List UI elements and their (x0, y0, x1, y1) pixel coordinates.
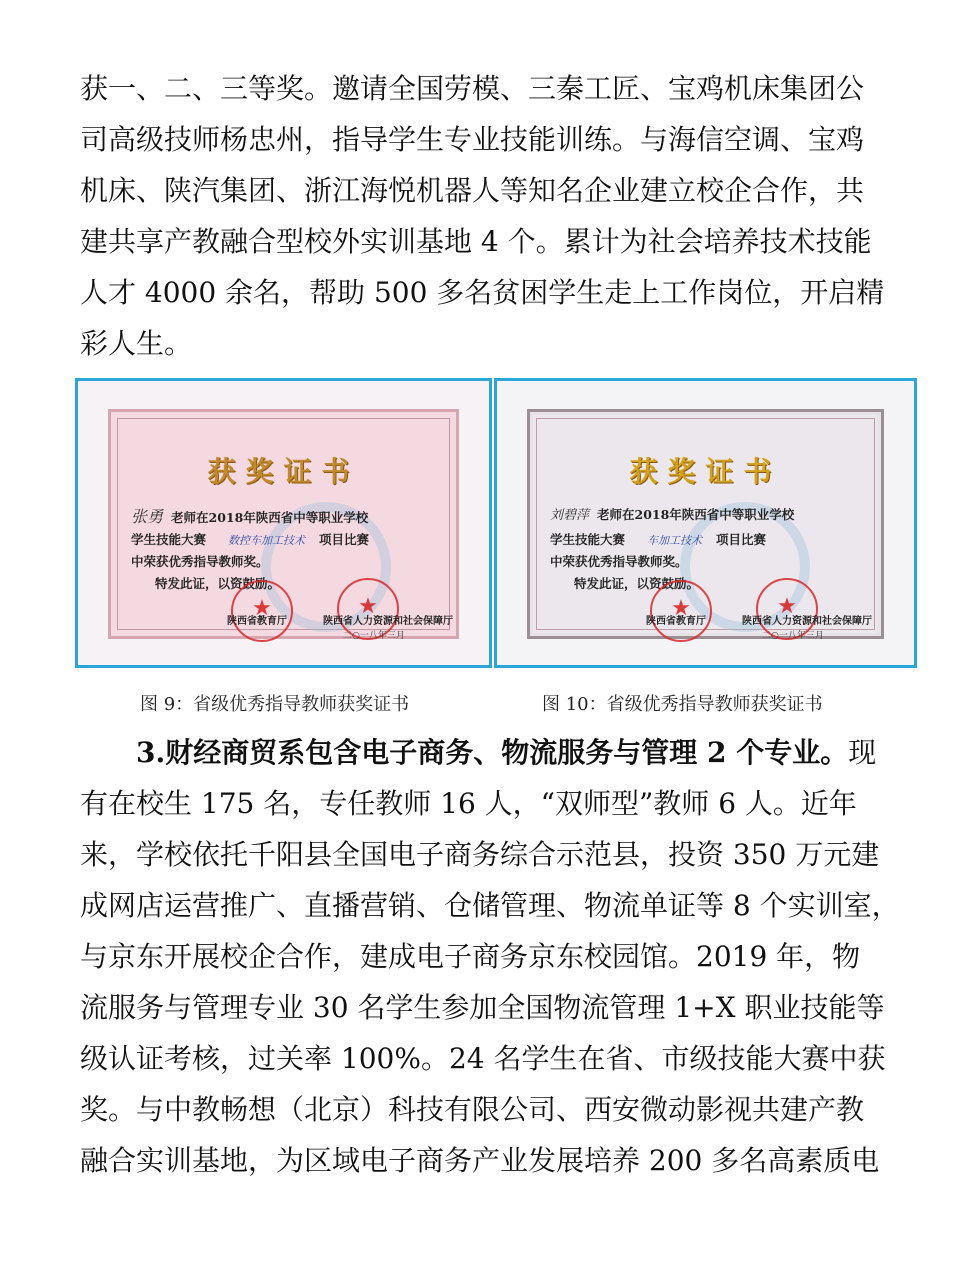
certificate-line: 特发此证，以资鼓励。 (574, 576, 700, 591)
text-line: 建共享产教融合型校外实训基地 4 个。累计为社会培养技术技能 (80, 225, 872, 258)
issuer-1: 陕西省教育厅 (227, 616, 287, 627)
issuer-1: 陕西省教育厅 (646, 616, 706, 627)
text-line: 司高级技师杨忠州，指导学生专业技能训练。与海信空调、宝鸡 (80, 123, 865, 156)
certificate (527, 409, 884, 639)
certificate-line: 学生技能大赛 (550, 532, 626, 547)
text-line: 机床、陕汽集团、浙江海悦机器人等知名企业建立校企合作，共 (80, 174, 865, 207)
certificate-title: 获奖证书 (207, 455, 360, 488)
text-line: 人才 4000 余名，帮助 500 多名贫困学生走上工作岗位，开启精 (80, 276, 885, 309)
certificate-line: 老师在2018年陕西省中等职业学校 (597, 507, 795, 522)
certificate-date: 二○一八年三月 (343, 631, 405, 641)
handwritten-event: 数控车加工技术 (228, 534, 306, 547)
certificate-line: 老师在2018年陕西省中等职业学校 (171, 510, 369, 525)
paragraph-finance-dept (80, 727, 900, 1186)
text-line: 获一、二、三等奖。邀请全国劳模、三秦工匠、宝鸡机床集团公 (80, 72, 865, 105)
text-line: 成网店运营推广、直播营销、仓储管理、物流单证等 8 个实训室， (80, 889, 900, 922)
text-line: 来，学校依托千阳县全国电子商务综合示范县，投资 350 万元建 (80, 838, 880, 871)
certificate-line: 中荣获优秀指导教师奖。 (550, 554, 688, 569)
issuer-2: 陕西省人力资源和社会保障厅 (323, 616, 453, 627)
red-seal-icon (231, 580, 293, 642)
certificate-title: 获奖证书 (629, 455, 782, 488)
certificate-photo-2 (494, 378, 917, 668)
text-line: 有在校生 175 名，专任教师 16 人，“双师型”教师 6 人。近年 (80, 787, 857, 820)
text-line: 融合实训基地，为区域电子商务产业发展培养 200 多名高素质电 (80, 1144, 880, 1177)
certificate-line: 中荣获优秀指导教师奖。 (131, 554, 269, 569)
text-line: 级认证考核，过关率 100%。24 名学生在省、市级技能大赛中获 (80, 1042, 886, 1075)
certificate-date: 二○一八年三月 (762, 631, 824, 641)
certificate (108, 409, 459, 639)
certificate-line: 特发此证，以资鼓励。 (155, 576, 281, 591)
text-line: 奖。与中教畅想（北京）科技有限公司、西安微动影视共建产教 (80, 1093, 865, 1126)
teacher-signature: 张勇 (131, 507, 164, 526)
text-line: 流服务与管理专业 30 名学生参加全国物流管理 1+X 职业技能等 (80, 991, 885, 1024)
certificate-photo-1 (75, 378, 492, 668)
teacher-signature: 刘碧萍 (550, 508, 590, 523)
handwritten-event: 车加工技术 (647, 534, 703, 547)
text-line: 彩人生。 (80, 327, 193, 360)
section-heading: 3.财经商贸系包含电子商务、物流服务与管理 2 个专业。 (136, 736, 849, 769)
text-line: 现 (848, 736, 877, 769)
figure-caption-10: 图 10：省级优秀指导教师获奖证书 (542, 694, 823, 715)
certificate-line: 项目比赛 (716, 532, 767, 547)
certificate-line: 学生技能大赛 (131, 532, 207, 547)
issuer-2: 陕西省人力资源和社会保障厅 (742, 616, 872, 627)
figure-caption-9: 图 9：省级优秀指导教师获奖证书 (140, 694, 410, 715)
text-line: 与京东开展校企合作，建成电子商务京东校园馆。2019 年，物 (80, 940, 861, 973)
paragraph-intro (80, 63, 885, 369)
red-seal-icon (650, 580, 712, 642)
certificate-line: 项目比赛 (319, 532, 370, 547)
